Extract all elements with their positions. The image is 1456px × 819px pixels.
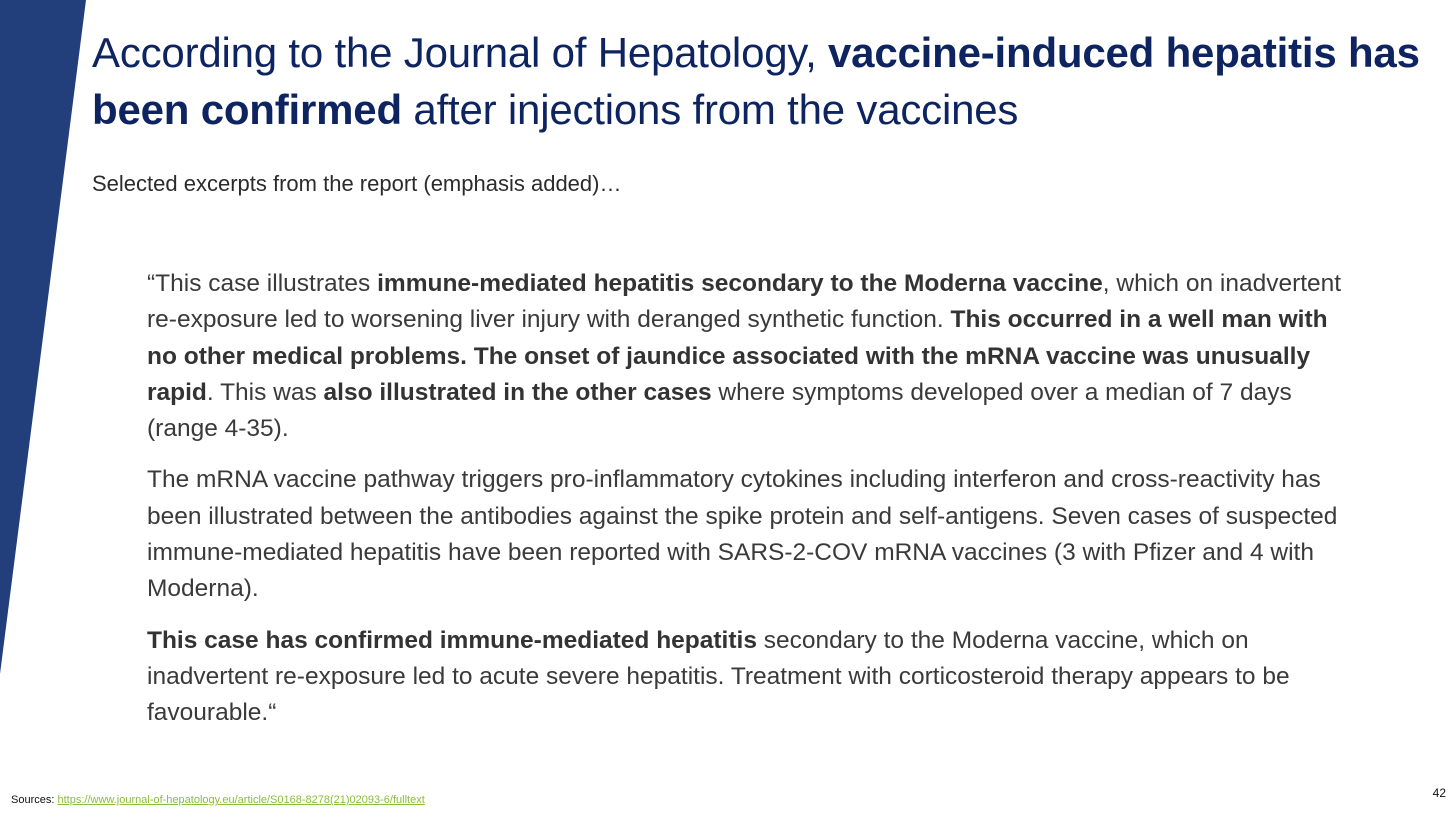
title-text-end: after injections from the vaccines (401, 86, 1019, 133)
quote-text: . This was (206, 378, 324, 406)
quote-block (147, 266, 1352, 747)
title-text: According to the Journal of Hepatology, (92, 29, 829, 76)
quote-text: “This case illustrates (147, 270, 378, 297)
sources-footer (11, 793, 425, 807)
quote-text: , which on inadvertent re-exposure led to worsening liver injury with deranged synthetic function. (147, 270, 1342, 334)
slide-subtitle: Selected excerpts from the report (emphasis added)… (92, 171, 622, 196)
quote-emphasis: also illustrated in the other cases (323, 378, 712, 406)
quote-emphasis: This occurred in a well man with no other medical problems. The onset of jaundice associated with the mRNA vaccine was unusually rapid (147, 306, 1328, 406)
quote-text: where symptoms developed over a median of 7 days (range 4-35). (147, 378, 1292, 443)
quote-text: secondary to the Moderna vaccine, which on inadvertent re-exposure led to acute severe hepatitis. Treatment with corticosteroid therapy appears to be favourable.“ (147, 626, 1290, 727)
page-number: 42 (1432, 786, 1446, 800)
quote-paragraph-1 (147, 266, 1352, 447)
decorative-band (0, 0, 90, 819)
quote-paragraph-3 (147, 623, 1352, 732)
sources-label: Sources: (11, 794, 55, 806)
slide-title (92, 24, 1432, 138)
quote-emphasis: immune-mediated hepatitis secondary to the Moderna vaccine (377, 270, 1103, 297)
quote-paragraph-2: The mRNA vaccine pathway triggers pro-inflammatory cytokines including interferon and cross-reactivity has been illustrated between the antibodies against the spike protein and self-antigens. Seven cases of suspected immune-mediated hepatitis have been reported with SARS-2-COV mRNA vaccines (3 with Pfizer and 4 with Moderna). (147, 466, 1338, 603)
source-link[interactable]: https://www.journal-of-hepatology.eu/article/S0168-8278(21)02093-6/fulltext (57, 794, 425, 806)
title-emphasis: vaccine-induced hepatitis has been confirmed (92, 29, 1420, 133)
quote-emphasis: This case has confirmed immune-mediated hepatitis (147, 626, 757, 654)
